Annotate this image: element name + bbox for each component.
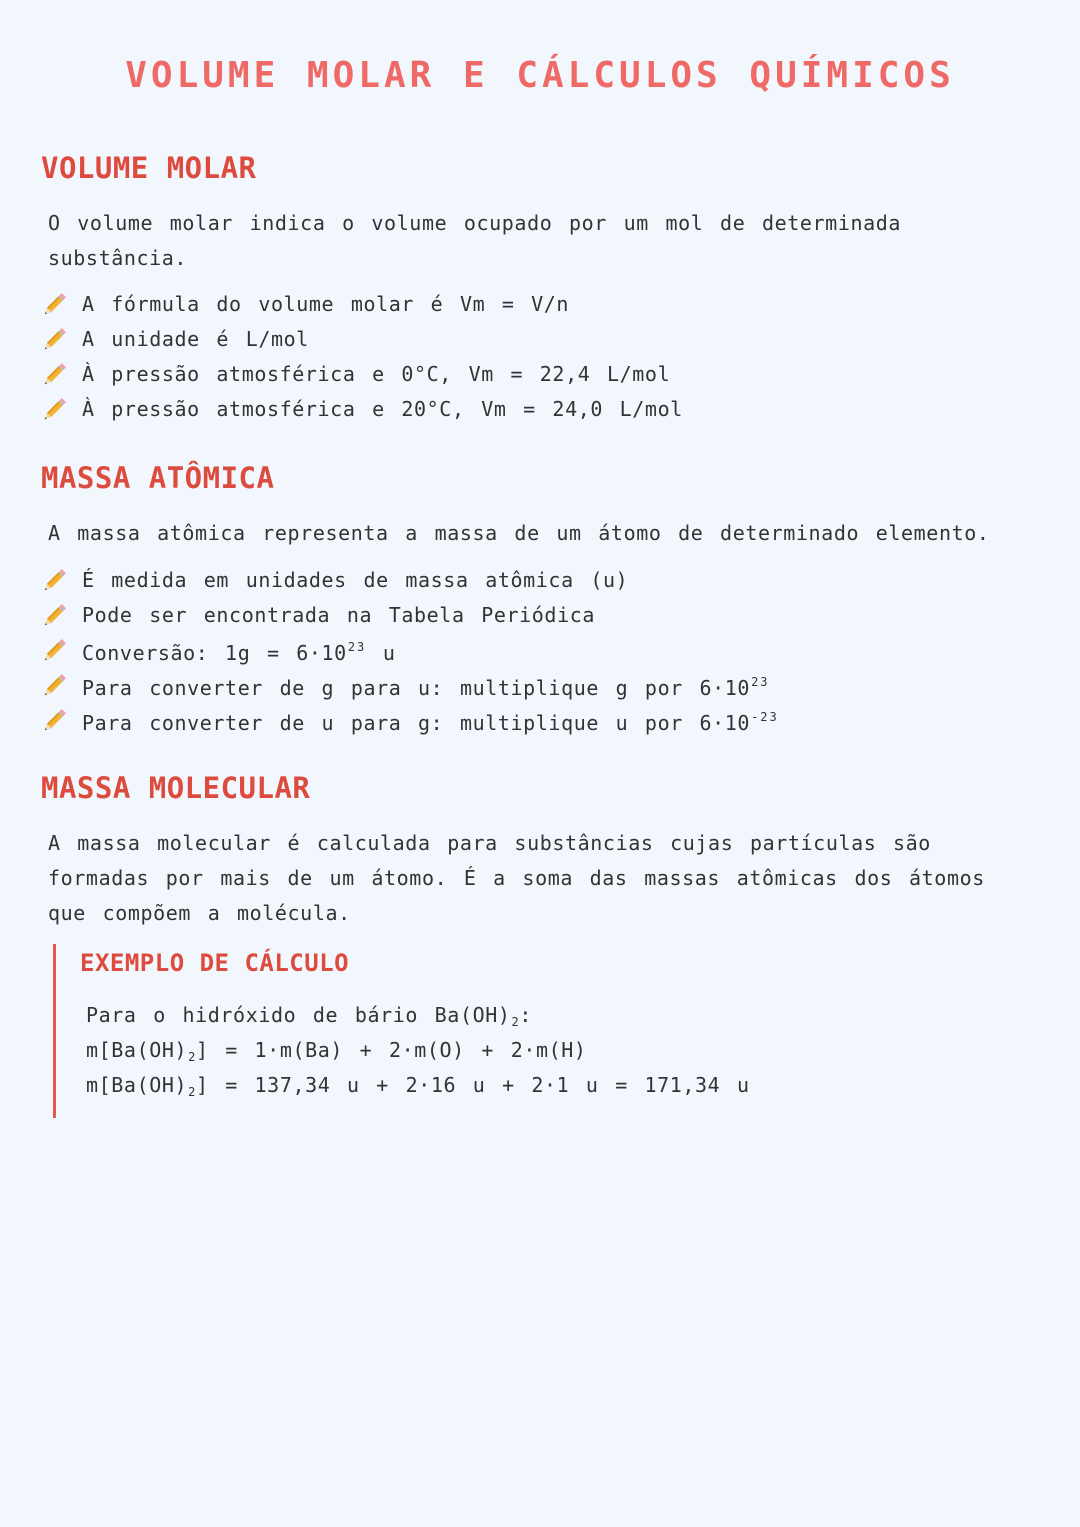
example-line: $m[Ba(OH)_2] = 137,34$ u + 2·16 u + 2·1 u = 171,34 u	[86, 1073, 750, 1099]
bullet-text: A unidade é L/mol	[82, 327, 309, 351]
bullet-text: Pode ser encontrada na Tabela Periódica	[82, 603, 595, 627]
bullet-text: A fórmula do volume molar é Vm = V/n	[82, 292, 570, 316]
section-heading-massa-molecular: MASSA MOLECULAR	[41, 771, 311, 805]
example-line: $m[Ba(OH)_2] = 1\cdot m(Ba) + 2\cdot m(O) + 2\cdot m(H)$	[86, 1038, 587, 1064]
subscript: 2	[188, 1050, 196, 1064]
massa-molecular-paragraph: A massa molecular é calculada para substâncias cujas partículas são formadas por mais de um átomo. É a soma das massas atômicas dos átomos que compõem a molécula.	[48, 831, 985, 925]
superscript: 23	[347, 640, 367, 654]
pencil-icon	[40, 672, 68, 700]
pencil-icon	[40, 396, 68, 424]
bullet-text: Para converter de g para u: multiplique g por $6\cdot 10^{23}$	[82, 675, 770, 700]
list-item	[40, 598, 779, 633]
bullet-text: À pressão atmosférica e 20°C, Vm = 24,0 L/mol	[82, 397, 683, 421]
bullet-text: É medida em unidades de massa atômica (u)	[82, 568, 629, 592]
pencil-icon	[40, 326, 68, 354]
list-item	[40, 703, 779, 738]
example-lines	[86, 998, 750, 1103]
volume-molar-bullet-list	[40, 287, 683, 427]
massa-atomica-paragraph: A massa atômica representa a massa de um átomo de determinado elemento.	[48, 521, 990, 545]
section-heading-volume-molar: VOLUME MOLAR	[41, 151, 257, 185]
pencil-icon	[40, 637, 68, 665]
superscript: 23	[751, 675, 770, 689]
example-line: Para o hidróxido de bário $Ba(OH)_2$:	[86, 1003, 532, 1029]
volume-molar-paragraph: O volume molar indica o volume ocupado por um mol de determinada substância.	[48, 211, 902, 270]
subscript: 2	[511, 1015, 520, 1029]
subscript: 2	[188, 1085, 196, 1099]
bullet-text: Para converter de u para g: multiplique u por $6\cdot 10^{-23}$	[82, 710, 779, 735]
bullet-text: Conversão: $1g = 6\cdot 10^{23}$ u	[82, 640, 396, 665]
superscript: -23	[751, 710, 779, 724]
list-item	[40, 357, 683, 392]
pencil-icon	[40, 291, 68, 319]
list-item	[40, 563, 779, 598]
list-item	[40, 392, 683, 427]
page-title: VOLUME MOLAR E CÁLCULOS QUÍMICOS	[125, 55, 955, 96]
list-item	[40, 668, 779, 703]
section-heading-massa-atomica: MASSA ATÔMICA	[41, 461, 275, 495]
massa-atomica-bullet-list	[40, 563, 779, 738]
example-heading: EXEMPLO DE CÁLCULO	[80, 949, 350, 977]
bullet-text: À pressão atmosférica e 0°C, Vm = 22,4 L/mol	[82, 362, 671, 386]
list-item	[40, 287, 683, 322]
list-item	[40, 322, 683, 357]
list-item	[40, 633, 779, 668]
pencil-icon	[40, 602, 68, 630]
pencil-icon	[40, 707, 68, 735]
example-callout	[53, 944, 956, 1118]
pencil-icon	[40, 361, 68, 389]
pencil-icon	[40, 567, 68, 595]
